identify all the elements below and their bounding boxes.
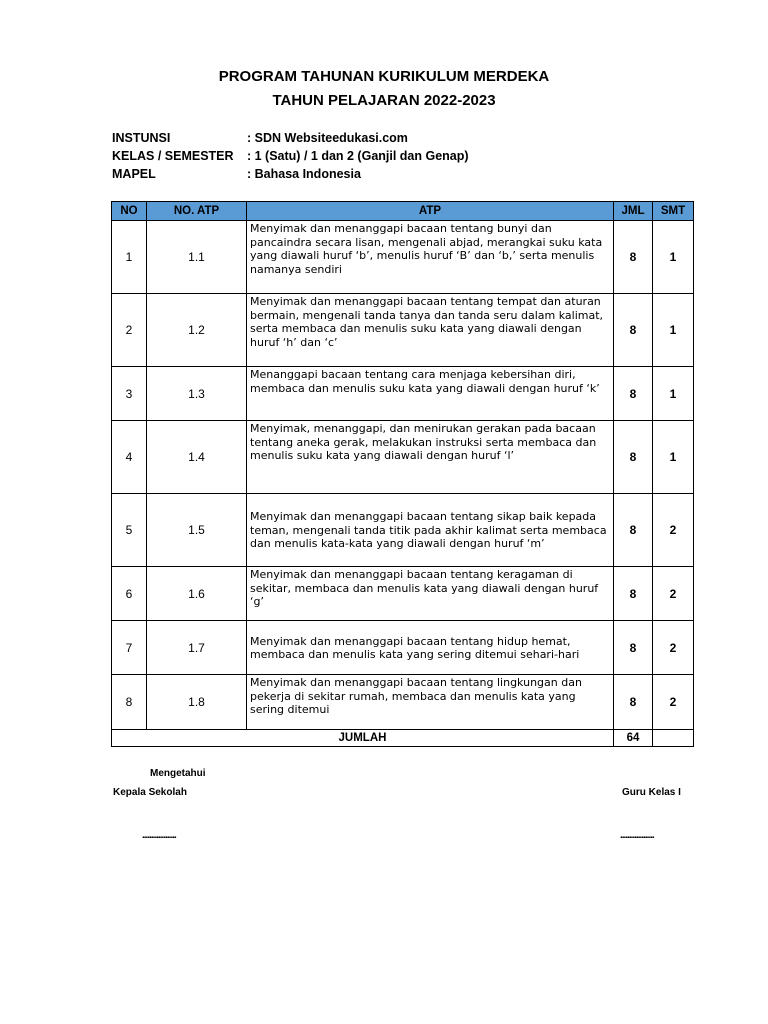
cell-no-atp: 1.2: [147, 294, 247, 367]
atp-table: [111, 201, 694, 747]
cell-no: 5: [112, 494, 147, 567]
cell-atp: Menyimak dan menanggapi bacaan tentang tempat dan aturan bermain, mengenali tanda tanya dan tanda seru dalam kalimat, serta membaca dan menulis suku kata yang diawali dengan huruf ‘h’ dan ‘c’: [247, 294, 614, 367]
table-row: [112, 294, 694, 367]
cell-no: 8: [112, 675, 147, 730]
table-header-row: [112, 202, 694, 221]
cell-atp: Menyimak, menanggapi, dan menirukan gerakan pada bacaan tentang aneka gerak, melakukan instruksi serta membaca dan menulis suku kata yang diawali dengan huruf ‘l’: [247, 421, 614, 494]
cell-no-atp: 1.6: [147, 567, 247, 621]
cell-smt: 1: [653, 421, 694, 494]
table-row: [112, 494, 694, 567]
table-row: [112, 567, 694, 621]
table-row: [112, 421, 694, 494]
instansi-value: : SDN Websiteedukasi.com: [247, 131, 408, 145]
header-atp: ATP: [247, 202, 614, 221]
signature-line-right: ...................: [620, 830, 654, 841]
cell-no: 7: [112, 621, 147, 675]
cell-smt: 1: [653, 221, 694, 294]
cell-no: 2: [112, 294, 147, 367]
header-smt: SMT: [653, 202, 694, 221]
cell-atp: Menyimak dan menanggapi bacaan tentang bunyi dan pancaindra secara lisan, mengenali abjad, merangkai suku kata yang diawali huruf ‘b’, menulis huruf ‘B’ dan ‘b,’ serta menulis namanya sendiri: [247, 221, 614, 294]
document-subtitle: TAHUN PELAJARAN 2022-2023: [272, 92, 496, 109]
cell-atp: Menyimak dan menanggapi bacaan tentang sikap baik kepada teman, mengenali tanda titik pada akhir kalimat serta membaca dan menulis kata-kata yang diawali dengan huruf ‘m’: [247, 494, 614, 567]
cell-smt: 2: [653, 494, 694, 567]
signature-line-left: ...................: [142, 830, 176, 841]
cell-no: 1: [112, 221, 147, 294]
cell-jml: 8: [614, 367, 653, 421]
cell-smt: 1: [653, 367, 694, 421]
table-row: [112, 221, 694, 294]
cell-no-atp: 1.3: [147, 367, 247, 421]
cell-no-atp: 1.1: [147, 221, 247, 294]
cell-atp: Menyimak dan menanggapi bacaan tentang lingkungan dan pekerja di sekitar rumah, membaca dan menulis kata yang sering ditemui: [247, 675, 614, 730]
cell-jml: 8: [614, 421, 653, 494]
header-jml: JML: [614, 202, 653, 221]
total-empty-cell: [653, 730, 694, 747]
cell-atp: Menanggapi bacaan tentang cara menjaga kebersihan diri, membaca dan menulis suku kata yang diawali dengan huruf ‘k’: [247, 367, 614, 421]
cell-atp: Menyimak dan menanggapi bacaan tentang keragaman di sekitar, membaca dan menulis kata yang diawali dengan huruf ‘g’: [247, 567, 614, 621]
cell-no-atp: 1.5: [147, 494, 247, 567]
cell-no: 3: [112, 367, 147, 421]
cell-smt: 2: [653, 567, 694, 621]
header-no: NO: [112, 202, 147, 221]
cell-smt: 1: [653, 294, 694, 367]
total-value: 64: [614, 730, 653, 747]
cell-jml: 8: [614, 294, 653, 367]
mengetahui-label: Mengetahui: [150, 768, 206, 779]
cell-smt: 2: [653, 621, 694, 675]
table-row: [112, 367, 694, 421]
cell-jml: 8: [614, 221, 653, 294]
mapel-value: : Bahasa Indonesia: [247, 167, 361, 181]
instansi-label: INSTUNSI: [112, 131, 171, 145]
mapel-label: MAPEL: [112, 167, 156, 181]
cell-smt: 2: [653, 675, 694, 730]
cell-jml: 8: [614, 567, 653, 621]
cell-no-atp: 1.8: [147, 675, 247, 730]
table-total-row: [112, 730, 694, 747]
cell-no: 4: [112, 421, 147, 494]
table-row: [112, 675, 694, 730]
cell-atp: Menyimak dan menanggapi bacaan tentang hidup hemat, membaca dan menulis kata yang sering ditemui sehari-hari: [247, 621, 614, 675]
kepala-sekolah-label: Kepala Sekolah: [113, 787, 187, 798]
cell-jml: 8: [614, 494, 653, 567]
cell-no-atp: 1.7: [147, 621, 247, 675]
cell-no-atp: 1.4: [147, 421, 247, 494]
total-label: JUMLAH: [112, 730, 614, 747]
kelas-value: : 1 (Satu) / 1 dan 2 (Ganjil dan Genap): [247, 149, 469, 163]
header-no-atp: NO. ATP: [147, 202, 247, 221]
cell-jml: 8: [614, 675, 653, 730]
kelas-label: KELAS / SEMESTER: [112, 149, 234, 163]
cell-jml: 8: [614, 621, 653, 675]
guru-kelas-label: Guru Kelas I: [622, 787, 681, 798]
document-title: PROGRAM TAHUNAN KURIKULUM MERDEKA: [218, 68, 550, 85]
cell-no: 6: [112, 567, 147, 621]
table-row: [112, 621, 694, 675]
